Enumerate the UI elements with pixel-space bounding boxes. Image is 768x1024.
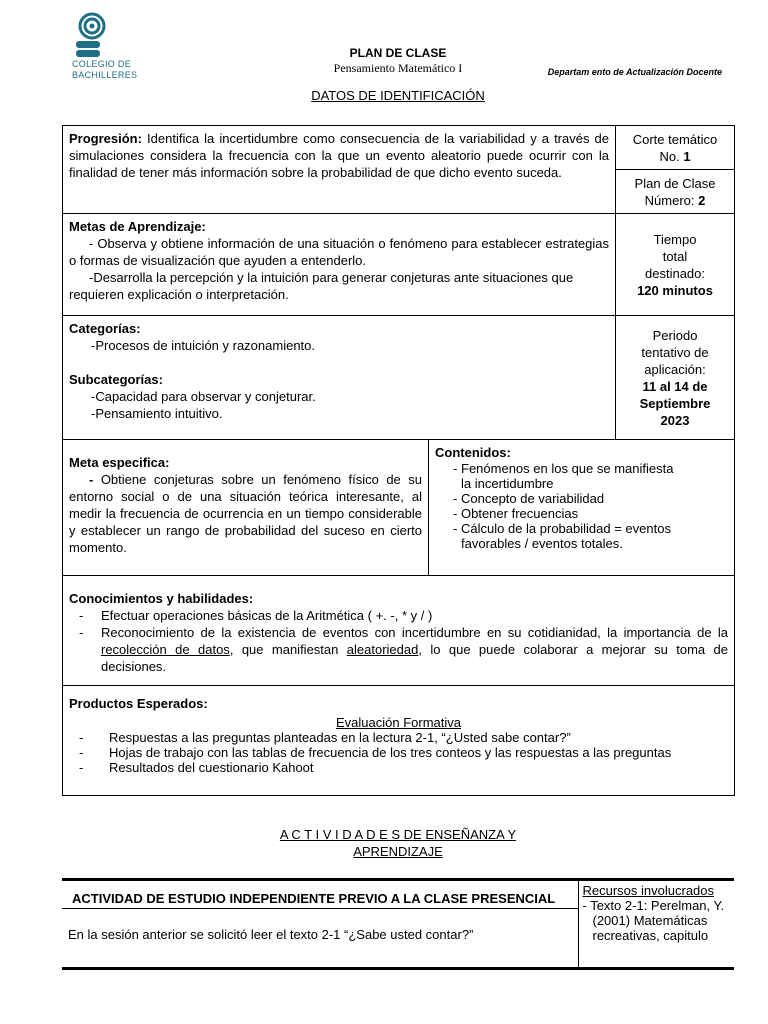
list-item: - Obtener frecuencias <box>435 506 728 521</box>
plan-number-value: 2 <box>698 192 706 208</box>
tiempo-value: 120 minutos <box>637 282 713 298</box>
progresion-cell <box>63 126 616 214</box>
periodo-value1: 11 al 14 de <box>642 378 708 394</box>
productos-cell <box>63 686 735 796</box>
productos-label: Productos Esperados: <box>69 696 208 711</box>
categorias-cell <box>63 316 616 440</box>
tiempo-line1: Tiempo <box>653 231 697 247</box>
list-item: - Fenómenos en los que se manifiesta la incertidumbre <box>435 461 728 491</box>
tiempo-cell <box>616 214 735 316</box>
contenidos-cell <box>429 440 735 576</box>
recursos-text: - Texto 2-1: Perelman, Y. (2001) Matemáticas recreativas, capitulo <box>582 898 725 943</box>
corte-label: Corte temático No. <box>632 131 718 164</box>
plan-cell <box>616 170 735 214</box>
department-label: Departam ento de Actualización Docente <box>547 67 722 77</box>
document-subtitle: Pensamiento Matemático I <box>333 61 463 75</box>
progresion-label: Progresión: <box>69 131 142 146</box>
subcategorias-label: Subcategorías: <box>69 372 163 387</box>
list-item: - Resultados del cuestionario Kahoot <box>69 760 698 775</box>
periodo-value2: Septiembre <box>639 395 711 411</box>
progresion-text: Identifica la incertidumbre como consecuencia de la variabilidad y a través de simulaciones considera la frecuencia con la que un evento aleatorio puede ocurrir con la finalidad de tener más información sobre la probabilidad de que dicho evento suceda. <box>69 131 610 180</box>
logo-text-line1: COLEGIO DE <box>72 59 132 69</box>
actividades-title-line2: APRENDIZAJE <box>353 844 443 859</box>
periodo-line3: aplicación: <box>644 361 706 377</box>
conocimientos-label: Conocimientos y habilidades: <box>69 591 254 606</box>
conocimientos-list <box>69 607 728 675</box>
periodo-value3: 2023 <box>660 412 690 428</box>
metas-label: Metas de Aprendizaje: <box>69 219 206 234</box>
metas-item-2: -Desarrolla la percepción y la intuición para generar conjeturas ante situaciones que requieren explicación o interpretación. <box>69 270 574 302</box>
productos-list <box>69 730 728 775</box>
categorias-item-1: -Procesos de intuición y razonamiento. <box>91 338 316 353</box>
tiempo-line3: destinado: <box>645 265 706 281</box>
metas-cell <box>63 214 616 316</box>
list-item: - Concepto de variabilidad <box>435 491 728 506</box>
actividades-table <box>62 878 734 970</box>
conocimientos-cell <box>63 576 735 686</box>
actividades-title <box>0 826 768 860</box>
document-title: PLAN DE CLASE <box>349 46 447 60</box>
logo-text-line2: BACHILLERES <box>72 70 138 80</box>
section-title-datos: DATOS DE IDENTIFICACIÓN <box>311 88 485 103</box>
periodo-line1: Periodo <box>652 327 698 343</box>
aleatoriedad-text: aleatoriedad <box>346 642 419 657</box>
periodo-line2: tentativo de <box>641 344 709 360</box>
tiempo-line2: total <box>662 248 688 264</box>
corte-value: 1 <box>683 148 691 164</box>
contenidos-list <box>435 461 728 551</box>
metas-item-1: - Observa y obtiene información de una situación o fenómeno para establecer estrategias o formas de visualización que ayuden a entenderlo. <box>69 236 610 268</box>
categorias-label: Categorías: <box>69 321 141 336</box>
list-item: - Efectuar operaciones básicas de la Aritmética ( +. -, * y / ) <box>69 607 728 624</box>
meta-especifica-text: - Obtiene conjeturas sobre un fenómeno físico de su entorno social o de una situación teórica interesante, al medir la frecuencia de ocurrencia en un tiempo considerable y establecer un rango de probabilidad del suceso en cierto momento. <box>69 472 422 555</box>
list-item: - Reconocimiento de la existencia de eventos con incertidumbre en su cotidianidad, la importancia de la recolección de datos, que manifiestan aleatoriedad, lo que puede colaborar a mejorar su toma de decisiones. <box>69 624 728 675</box>
actividades-title-line1: A C T I V I D A D E S DE ENSEÑANZA Y <box>279 827 517 842</box>
actividad-previa-text: En la sesión anterior se solicitó leer el texto 2-1 “¿Sabe usted contar?” <box>62 909 578 969</box>
list-item: - Cálculo de la probabilidad = eventos favorables / eventos totales. <box>435 521 728 551</box>
meta-especifica-cell <box>63 440 429 576</box>
corte-cell <box>616 126 735 170</box>
recursos-cell <box>578 880 734 969</box>
recoleccion-datos-text: recolección de datos <box>101 642 230 657</box>
meta-especifica-label: Meta especifica: <box>69 455 170 470</box>
identification-table <box>62 125 735 796</box>
subcategorias-item-1: -Capacidad para observar y conjeturar. <box>91 389 316 404</box>
evaluacion-formativa-label: Evaluación Formativa <box>336 715 461 730</box>
list-item: - Hojas de trabajo con las tablas de frecuencia de los tres conteos y las respuestas a las preguntas <box>69 745 698 760</box>
periodo-cell <box>616 316 735 440</box>
subcategorias-item-2: -Pensamiento intuitivo. <box>91 406 223 421</box>
actividad-previa-heading: ACTIVIDAD DE ESTUDIO INDEPENDIENTE PREVIO A LA CLASE PRESENCIAL <box>62 880 578 909</box>
plan-label: Plan de Clase <box>634 175 716 191</box>
list-item: - Respuestas a las preguntas planteadas en la lectura 2-1, “¿Usted sabe contar?” <box>69 730 698 745</box>
recursos-label: Recursos involucrados <box>582 883 715 898</box>
contenidos-label: Contenidos: <box>435 445 511 460</box>
plan-number-label: Número: <box>644 192 695 208</box>
